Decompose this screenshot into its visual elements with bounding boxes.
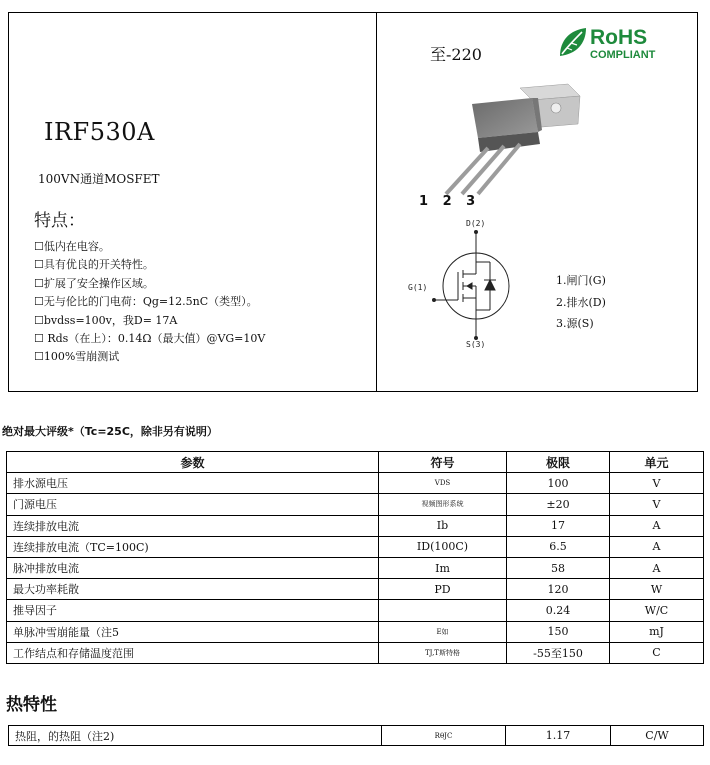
table-row — [7, 557, 704, 578]
package-label: 至-220 — [430, 45, 482, 64]
ratings-title: 绝对最大评级*（Tc=25C，除非另有说明） — [2, 425, 218, 438]
cell-limit: 17 — [507, 515, 610, 536]
cell-symbol: 视频图形系统 — [379, 494, 507, 515]
cell-symbol — [379, 600, 507, 621]
drain-label: D(2) — [466, 219, 486, 228]
cell-limit: 100 — [507, 473, 610, 494]
table-row — [7, 642, 704, 663]
table-header-row — [7, 452, 704, 473]
pin-legend — [556, 270, 606, 335]
feature-item: ☐扩展了安全操作区域。 — [34, 276, 154, 290]
ratings-table — [6, 451, 704, 664]
cell-limit: 1.17 — [506, 726, 611, 746]
feature-item: ☐100%雪崩测试 — [34, 350, 120, 364]
cell-unit: A — [610, 536, 704, 557]
table-row — [7, 515, 704, 536]
cell-unit: A — [610, 557, 704, 578]
part-subtitle: 100VN通道MOSFET — [38, 172, 160, 186]
table-row — [9, 726, 704, 746]
cell-parameter: 排水源电压 — [7, 473, 379, 494]
cell-parameter: 单脉冲雪崩能量（注5 — [7, 621, 379, 642]
cell-unit: mJ — [610, 621, 704, 642]
table-row — [7, 600, 704, 621]
feature-item: ☐bvdss=100v，我D= 17A — [34, 313, 178, 327]
cell-symbol: E如 — [379, 621, 507, 642]
rohs-logo — [556, 22, 674, 64]
header-divider — [376, 12, 377, 392]
pin-legend-item: 3.源(S) — [556, 317, 594, 330]
cell-unit: V — [610, 494, 704, 515]
cell-symbol: Ib — [379, 515, 507, 536]
cell-parameter: 连续排放电流 — [7, 515, 379, 536]
table-row — [7, 536, 704, 557]
pin-numbers: 1 2 3 — [419, 194, 481, 209]
part-number: IRF530A — [44, 118, 155, 146]
leaf-icon — [560, 28, 586, 56]
cell-limit: -55至150 — [507, 642, 610, 663]
features-title: 特点： — [34, 211, 85, 231]
cell-limit: ±20 — [507, 494, 610, 515]
cell-parameter: 最大功率耗散 — [7, 579, 379, 600]
feature-item: ☐无与伦比的门电荷：Qg=12.5nC（类型）。 — [34, 295, 258, 309]
rohs-compliant-text: COMPLIANT — [590, 49, 656, 61]
cell-unit: W/C — [610, 600, 704, 621]
cell-symbol: VDS — [379, 473, 507, 494]
cell-limit: 150 — [507, 621, 610, 642]
to220-package-drawing — [420, 74, 590, 198]
pin-legend-item: 2.排水(D) — [556, 295, 606, 309]
gate-label: G(1) — [408, 283, 428, 292]
table-row — [7, 579, 704, 600]
cell-unit: V — [610, 473, 704, 494]
cell-symbol: Im — [379, 557, 507, 578]
table-row — [7, 494, 704, 515]
cell-parameter: 工作结点和存储温度范围 — [7, 642, 379, 663]
mosfet-symbol — [433, 231, 510, 340]
cell-limit: 6.5 — [507, 536, 610, 557]
cell-symbol: ID(100C) — [379, 536, 507, 557]
cell-unit: W — [610, 579, 704, 600]
pin-legend-item: 1.闸门(G) — [556, 274, 606, 287]
thermal-table — [8, 725, 704, 746]
table-row — [7, 621, 704, 642]
cell-limit: 58 — [507, 557, 610, 578]
cell-symbol: TJ,T斯特格 — [379, 642, 507, 663]
thermal-title: 热特性 — [6, 695, 57, 715]
cell-symbol: RθJC — [382, 726, 506, 746]
feature-item: ☐具有优良的开关特性。 — [34, 258, 154, 272]
cell-unit: A — [610, 515, 704, 536]
header-unit: 单元 — [610, 452, 704, 473]
source-label: S(3) — [466, 340, 486, 348]
features-list — [34, 238, 265, 367]
feature-item: ☐低内在电容。 — [34, 240, 110, 253]
cell-symbol: PD — [379, 579, 507, 600]
table-row — [7, 473, 704, 494]
cell-parameter: 热阻，的热阻（注2) — [9, 726, 382, 746]
cell-parameter: 脉冲排放电流 — [7, 557, 379, 578]
cell-limit: 0.24 — [507, 600, 610, 621]
header-parameter: 参数 — [7, 452, 379, 473]
header-symbol: 符号 — [379, 452, 507, 473]
rohs-text: RoHS — [590, 26, 648, 49]
cell-unit: C/W — [611, 726, 704, 746]
cell-limit: 120 — [507, 579, 610, 600]
feature-item: ☐ Rds（在上）：0.14Ω（最大值）@VG=10V — [34, 332, 266, 346]
cell-parameter: 门源电压 — [7, 494, 379, 515]
cell-parameter: 连续排放电流（TC=100C) — [7, 536, 379, 557]
cell-parameter: 推导因子 — [7, 600, 379, 621]
mosfet-schematic — [400, 216, 550, 348]
header-limit: 极限 — [507, 452, 610, 473]
cell-unit: C — [610, 642, 704, 663]
